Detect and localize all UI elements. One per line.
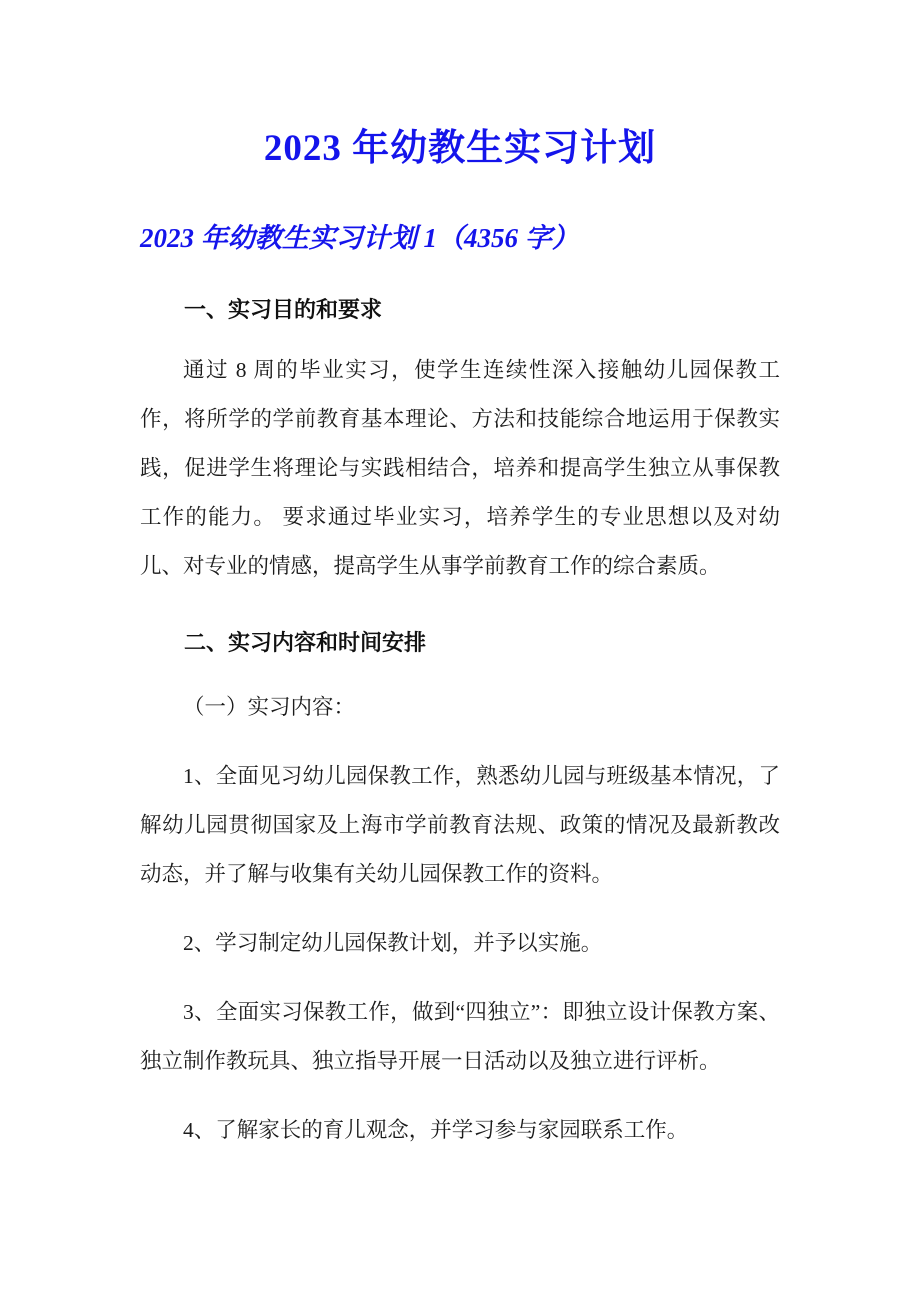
subheading-practice-content: （一）实习内容： [183,694,356,719]
list-item-2: 2、学习制定幼儿园保教计划，并予以实施。 [183,930,603,955]
document-title: 2023 年幼教生实习计划 [263,128,657,169]
paragraph-goals-body: 通过 8 周的毕业实习，使学生连续性深入接触幼儿园保教工作，将所学的学前教育基本理论、方法和技能综合地运用于保教实践，促进学生将理论与实践相结合，培养和提高学生独立从事保教工作的能力。 要求通过毕业实习，培养学生的专业思想以及对幼儿、对专业的情感，提高学生从事学前教育工作的综合素质。 [140,357,780,578]
section-heading-goals: 一、实习目的和要求 [184,296,383,322]
section-heading-content-schedule: 二、实习内容和时间安排 [184,629,427,655]
list-item-1: 1、全面见习幼儿园保教工作，熟悉幼儿园与班级基本情况，了解幼儿园贯彻国家及上海市学前教育法规、政策的情况及最新教改动态，并了解与收集有关幼儿园保教工作的资料。 [140,763,780,886]
document-subtitle: 2023 年幼教生实习计划 1（4356 字） [140,222,579,253]
list-item-3: 3、全面实习保教工作，做到“四独立”：即独立设计保教方案、独立制作教玩具、独立指导开展一日活动以及独立进行评析。 [140,999,780,1073]
list-item-4: 4、了解家长的育儿观念，并学习参与家园联系工作。 [183,1117,689,1142]
